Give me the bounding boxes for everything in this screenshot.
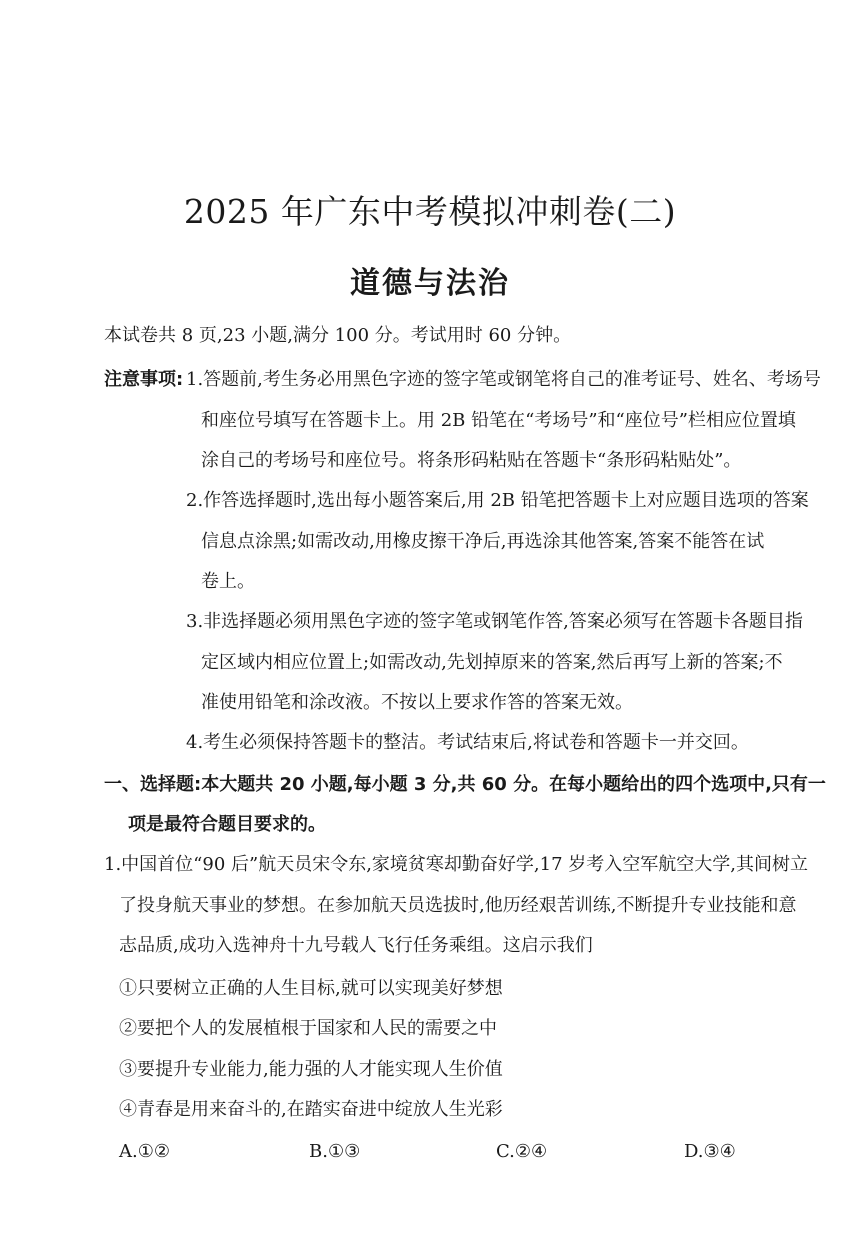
exam-title: 2025 年广东中考模拟冲刺卷(二): [183, 192, 677, 231]
option-d: D.③④: [684, 1141, 736, 1162]
note-line: 准使用铅笔和涂改液。不按以上要求作答的答案无效。: [201, 692, 633, 713]
question-stem: 志品质,成功入选神舟十九号载人飞行任务乘组。这启示我们: [119, 935, 593, 956]
option-c: C.②④: [496, 1141, 548, 1162]
note-line: 4.考生必须保持答题卡的整洁。考试结束后,将试卷和答题卡一并交回。: [186, 732, 749, 753]
note-line: 信息点涂黑;如需改动,用橡皮擦干净后,再选涂其他答案,答案不能答在试: [201, 531, 765, 552]
exam-intro: 本试卷共 8 页,23 小题,满分 100 分。考试用时 60 分钟。: [104, 325, 572, 346]
option-b: B.①③: [309, 1141, 361, 1162]
question-stem: 1.中国首位“90 后”航天员宋令东,家境贫寒却勤奋好学,17 岁考入空军航空大学,其间树立: [104, 854, 808, 875]
note-line: 1.答题前,考生务必用黑色字迹的签字笔或钢笔将自己的准考证号、姓名、考场号: [186, 369, 821, 390]
note-line: 卷上。: [201, 571, 255, 592]
statement: ①只要树立正确的人生目标,就可以实现美好梦想: [119, 978, 503, 999]
section-heading-cont: 项是最符合题目要求的。: [128, 814, 326, 835]
note-line: 3.非选择题必须用黑色字迹的签字笔或钢笔作答,答案必须写在答题卡各题目指: [186, 611, 803, 632]
statement: ④青春是用来奋斗的,在踏实奋进中绽放人生光彩: [119, 1099, 503, 1120]
notes-label: 注意事项:: [104, 369, 184, 390]
note-line: 和座位号填写在答题卡上。用 2B 铅笔在“考场号”和“座位号”栏相应位置填: [201, 410, 796, 431]
note-line: 涂自己的考场号和座位号。将条形码粘贴在答题卡“条形码粘贴处”。: [201, 450, 742, 471]
answer-options: [0, 1140, 860, 1164]
statement: ②要把个人的发展植根于国家和人民的需要之中: [119, 1018, 497, 1039]
section-heading: 一、选择题:本大题共 20 小题,每小题 3 分,共 60 分。在每小题给出的四个选项中,只有一: [104, 774, 826, 795]
subject-title: 道德与法治: [350, 266, 510, 301]
note-line: 定区域内相应位置上;如需改动,先划掉原来的答案,然后再写上新的答案;不: [201, 652, 783, 673]
question-stem: 了投身航天事业的梦想。在参加航天员选拔时,他历经艰苦训练,不断提升专业技能和意: [119, 895, 797, 916]
option-a: A.①②: [119, 1141, 170, 1162]
note-line: 2.作答选择题时,选出每小题答案后,用 2B 铅笔把答题卡上对应题目选项的答案: [186, 490, 809, 511]
statement: ③要提升专业能力,能力强的人才能实现人生价值: [119, 1059, 503, 1080]
